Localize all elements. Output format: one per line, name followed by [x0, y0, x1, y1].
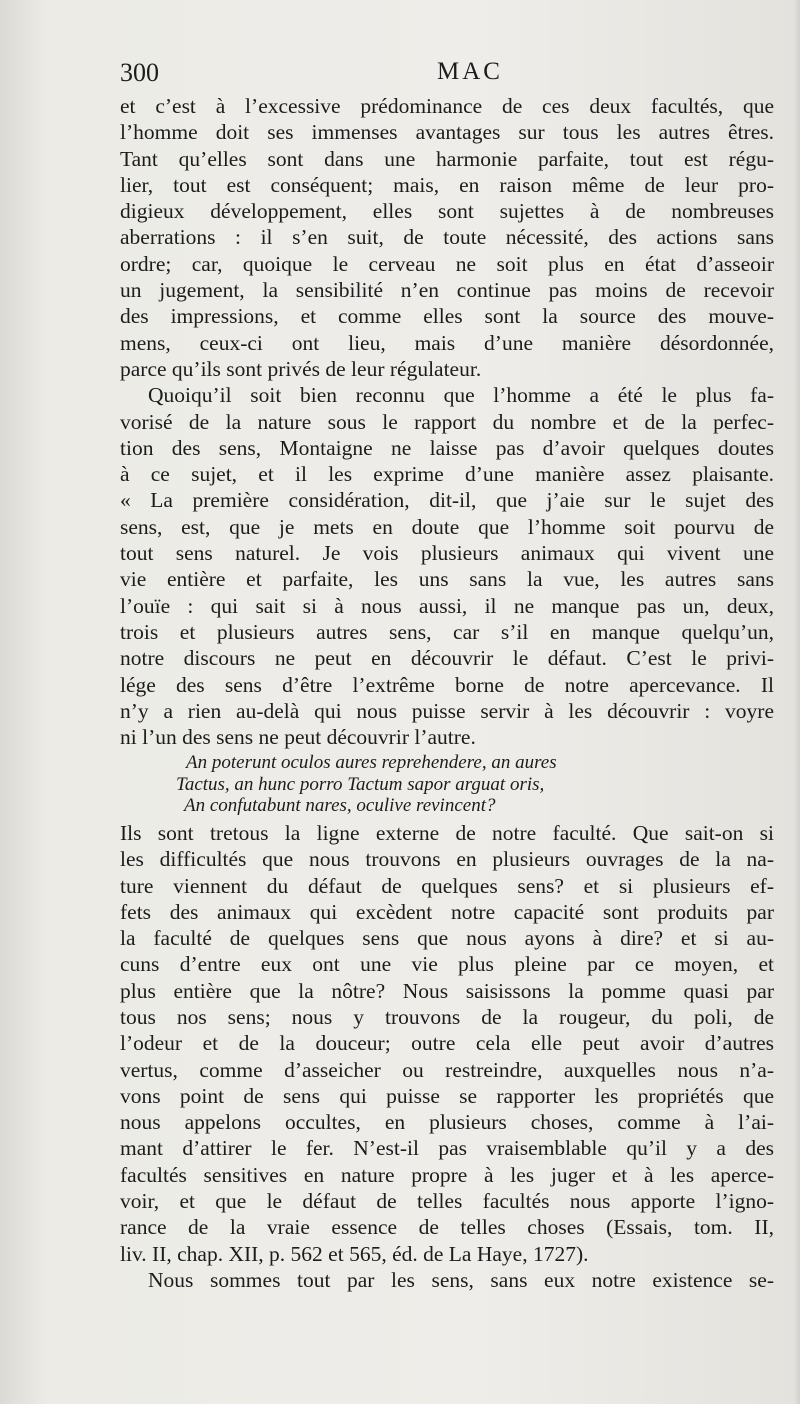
- text-line: lége des sens d’être l’extrême borne de notre apercevance. Il: [120, 672, 774, 697]
- running-title: MAC: [437, 58, 503, 85]
- text-line: voir, et que le défaut de telles facultés nous apporte l’igno-: [120, 1189, 774, 1214]
- text-line: ture viennent du défaut de quelques sens? et si plusieurs ef-: [120, 873, 774, 898]
- text-line: tout sens naturel. Je vois plusieurs animaux qui vivent une: [120, 541, 774, 566]
- text-line: vorisé de la nature sous le rapport du nombre et de la perfec-: [120, 409, 774, 434]
- text-line: mens, ceux-ci ont lieu, mais d’une manière désordonnée,: [120, 330, 774, 355]
- text-line: l’homme doit ses immenses avantages sur tous les autres êtres.: [120, 120, 774, 145]
- text-line: rance de la vraie essence de telles choses (Essais, tom. II,: [120, 1215, 774, 1240]
- text-line: les difficultés que nous trouvons en plusieurs ouvrages de la na-: [120, 847, 774, 872]
- text-line: facultés sensitives en nature propre à les juger et à les aperce-: [120, 1162, 774, 1187]
- text-line: un jugement, la sensibilité n’en continue pas moins de recevoir: [120, 278, 774, 303]
- text-line: lier, tout est conséquent; mais, en raison même de leur pro-: [120, 172, 774, 197]
- text-line: plus entière que la nôtre? Nous saisissons la pomme quasi par: [120, 978, 774, 1003]
- text-line: vons point de sens qui puisse se rapporter les propriétés que: [120, 1083, 774, 1108]
- text-line: ni l’un des sens ne peut découvrir l’autre.: [120, 725, 476, 750]
- text-line: fets des animaux qui excèdent notre capacité sont produits par: [120, 899, 774, 924]
- latin-verse-quote: [120, 752, 774, 817]
- text-line: l’odeur et de la douceur; outre cela elle peut avoir d’autres: [120, 1031, 774, 1056]
- text-line: l’ouïe : qui sait si à nous aussi, il ne manque pas un, deux,: [120, 593, 774, 618]
- text-line: vie entière et parfaite, les uns sans la vue, les autres sans: [120, 567, 774, 592]
- text-line: sens, est, que je mets en doute que l’homme soit pourvu de: [120, 514, 774, 539]
- text-line: digieux développement, elles sont sujettes à de nombreuses: [120, 199, 774, 224]
- text-line: tous nos sens; nous y trouvons de la rougeur, du poli, de: [120, 1005, 774, 1029]
- text-line: tion des sens, Montaigne ne laisse pas d’avoir quelques doutes: [120, 435, 774, 460]
- text-line: Ils sont tretous la ligne externe de notre faculté. Que sait-on si: [120, 820, 774, 845]
- text-line: liv. II, chap. XII, p. 562 et 565, éd. de La Haye, 1727).: [120, 1241, 589, 1266]
- paragraph-start-line: Nous sommes tout par les sens, sans eux notre existence se-: [148, 1267, 774, 1292]
- text-line: mant d’attirer le fer. N’est-il pas vraisemblable qu’il y a des: [120, 1136, 774, 1161]
- verse-line: An poterunt oculos aures reprehendere, an aures: [186, 752, 557, 774]
- text-line: nous appelons occultes, en plusieurs choses, comme à l’ai-: [120, 1110, 774, 1135]
- paragraph-start-line: Quoiqu’il soit bien reconnu que l’homme a été le plus fa-: [148, 383, 774, 408]
- verse-line: Tactus, an hunc porro Tactum sapor arguat oris,: [176, 773, 545, 795]
- text-line: trois et plusieurs autres sens, car s’il en manque quelqu’un,: [120, 619, 774, 644]
- text-line: « La première considération, dit-il, que j’aie sur le sujet des: [120, 488, 774, 513]
- page-number: 300: [120, 58, 159, 87]
- text-line: Tant qu’elles sont dans une harmonie parfaite, tout est régu-: [120, 146, 774, 171]
- text-line: ordre; car, quoique le cerveau ne soit plus en état d’asseoir: [120, 251, 774, 276]
- text-line: vertus, comme d’asseicher ou restreindre, auxquelles nous n’a-: [120, 1057, 774, 1082]
- body-text: [120, 93, 774, 1293]
- text-line: n’y a rien au-delà qui nous puisse servir à les découvrir : voyre: [120, 698, 774, 723]
- text-line: des impressions, et comme elles sont la source des mouve-: [120, 304, 774, 329]
- text-line: à ce sujet, et il les exprime d’une manière assez plaisante.: [120, 462, 774, 487]
- text-line: et c’est à l’excessive prédominance de ces deux facultés, que: [120, 94, 774, 118]
- page-edge-shadow: [794, 0, 800, 1404]
- page-header: [120, 58, 770, 92]
- text-line: aberrations : il s’en suit, de toute nécessité, des actions sans: [120, 225, 774, 250]
- text-line: la faculté de quelques sens que nous ayons à dire? et si au-: [120, 926, 774, 951]
- text-line: cuns d’entre eux ont une vie plus pleine par ce moyen, et: [120, 952, 774, 977]
- text-line: parce qu’ils sont privés de leur régulateur.: [120, 356, 482, 381]
- verse-line: An confutabunt nares, oculive revincent?: [184, 795, 496, 817]
- text-line: notre discours ne peut en découvrir le défaut. C’est le privi-: [120, 646, 774, 671]
